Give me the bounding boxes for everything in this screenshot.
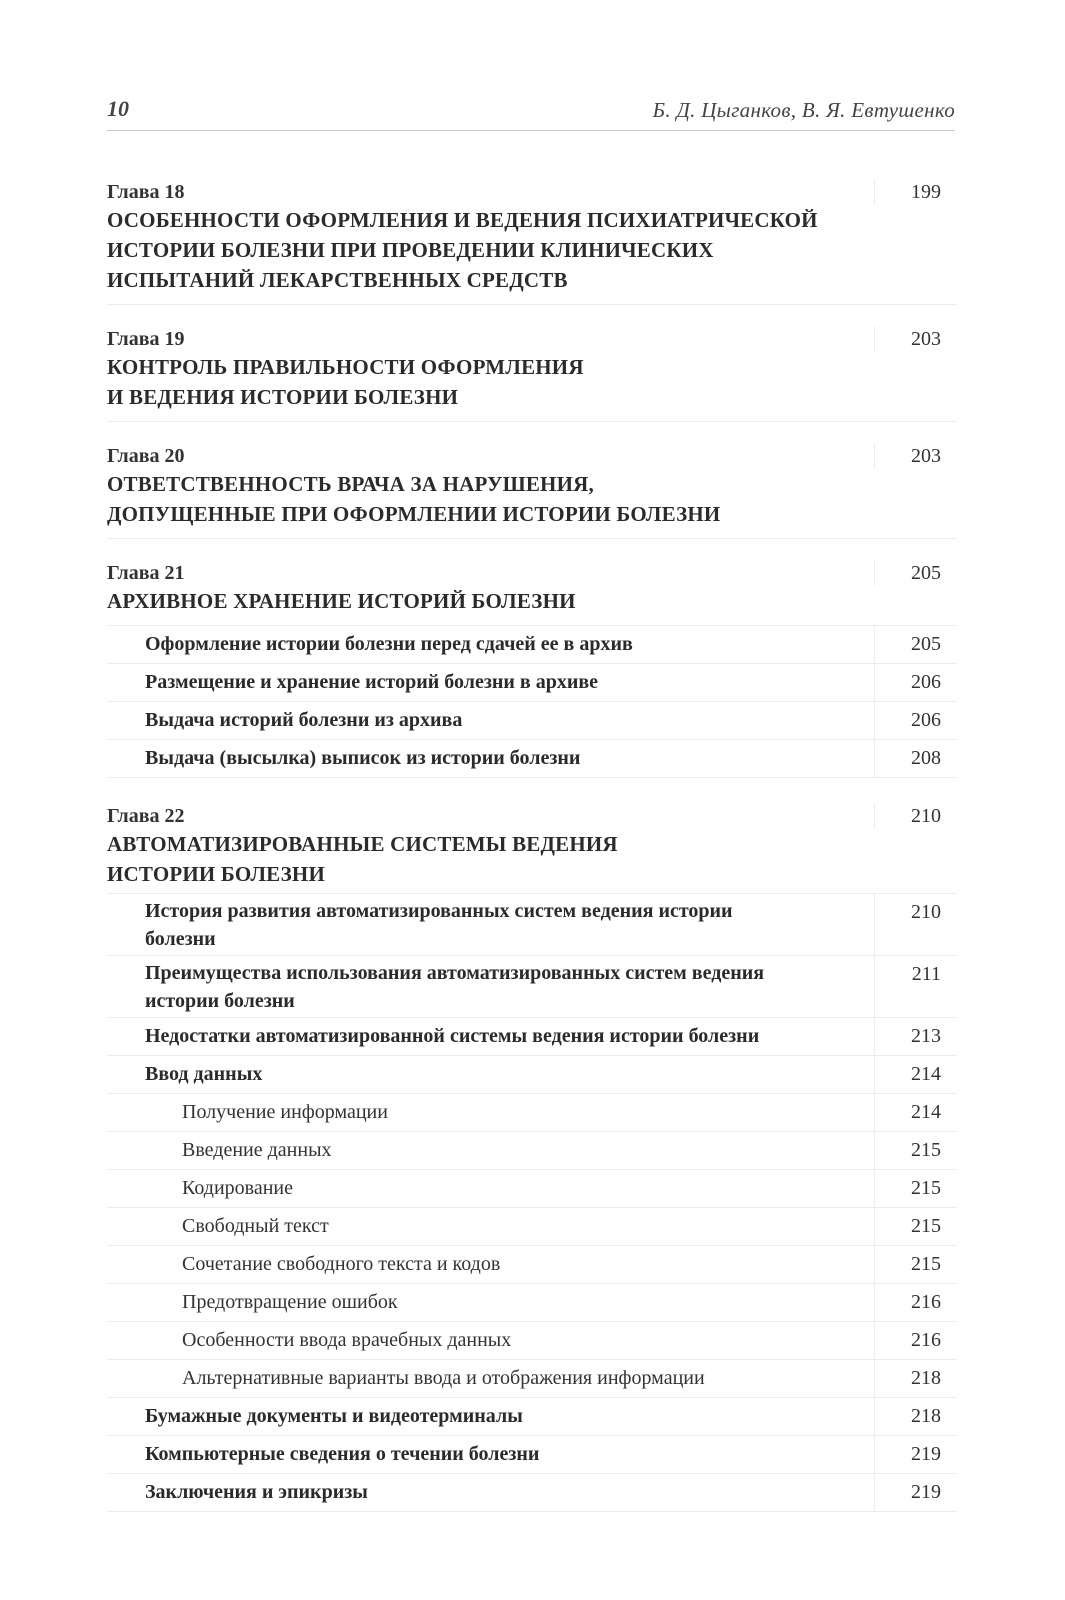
subsection-title: Особенности ввода врачебных данных	[182, 1329, 512, 1351]
toc-section[interactable]	[107, 664, 957, 702]
section-title: Компьютерные сведения о течении болезни	[145, 1443, 540, 1465]
toc-chapter-22[interactable]	[107, 794, 957, 894]
toc-section[interactable]	[107, 1474, 957, 1512]
toc-chapter-20[interactable]	[107, 434, 957, 539]
running-head: Б. Д. Цыганков, В. Я. Евтушенко	[652, 98, 955, 122]
page-ref: 216	[874, 1284, 957, 1321]
chapter-label: Глава 21	[107, 562, 185, 584]
chapter-title-line: ИСТОРИИ БОЛЕЗНИ ПРИ ПРОВЕДЕНИИ КЛИНИЧЕСКИХ	[107, 238, 714, 262]
page-ref: 203	[874, 443, 957, 469]
section-title: Ввод данных	[145, 1063, 263, 1085]
chapter-title-line: ИСТОРИИ БОЛЕЗНИ	[107, 862, 326, 886]
page-ref: 206	[874, 702, 957, 739]
section-title-line: болезни	[145, 928, 216, 950]
page-ref: 214	[874, 1094, 957, 1131]
section-title-line: Преимущества использования автоматизированных систем ведения	[145, 962, 765, 984]
subsection-title: Сочетание свободного текста и кодов	[182, 1253, 501, 1275]
section-title: Размещение и хранение историй болезни в архиве	[145, 671, 599, 693]
section-title-line: История развития автоматизированных систем ведения истории	[145, 900, 733, 922]
chapter-title-line: ОСОБЕННОСТИ ОФОРМЛЕНИЯ И ВЕДЕНИЯ ПСИХИАТРИЧЕСКОЙ	[107, 208, 818, 232]
page-ref: 218	[874, 1360, 957, 1397]
page-ref: 205	[874, 560, 957, 586]
subsection-title: Предотвращение ошибок	[182, 1291, 398, 1313]
toc-section[interactable]	[107, 1398, 957, 1436]
section-title: Оформление истории болезни перед сдачей ее в архив	[145, 633, 633, 655]
chapter-label: Глава 18	[107, 181, 185, 203]
toc-section[interactable]	[107, 626, 957, 664]
chapter-title-line: ИСПЫТАНИЙ ЛЕКАРСТВЕННЫХ СРЕДСТВ	[107, 268, 568, 292]
chapter-title-line: ОТВЕТСТВЕННОСТЬ ВРАЧА ЗА НАРУШЕНИЯ,	[107, 472, 594, 496]
section-title: Заключения и эпикризы	[145, 1481, 368, 1503]
page-number: 10	[107, 96, 129, 121]
toc-subsection[interactable]	[107, 1360, 957, 1398]
section-title	[107, 894, 874, 953]
toc-subsection[interactable]	[107, 1132, 957, 1170]
page-ref: 215	[874, 1132, 957, 1169]
page-ref: 215	[874, 1208, 957, 1245]
toc-section[interactable]	[107, 702, 957, 740]
toc-section[interactable]	[107, 1018, 957, 1056]
page-ref: 210	[874, 894, 957, 955]
toc-subsection[interactable]	[107, 1322, 957, 1360]
page-ref: 205	[874, 626, 957, 663]
chapter-title-line: И ВЕДЕНИЯ ИСТОРИИ БОЛЕЗНИ	[107, 385, 459, 409]
toc-subsection[interactable]	[107, 1246, 957, 1284]
page-ref: 203	[874, 326, 957, 352]
page-ref: 215	[874, 1246, 957, 1283]
subsection-title: Свободный текст	[182, 1215, 329, 1237]
chapter-label: Глава 20	[107, 445, 185, 467]
chapter-title-line: АВТОМАТИЗИРОВАННЫЕ СИСТЕМЫ ВЕДЕНИЯ	[107, 832, 618, 856]
toc-section[interactable]	[107, 894, 957, 956]
page-ref: 208	[874, 740, 957, 777]
chapter-title-line: АРХИВНОЕ ХРАНЕНИЕ ИСТОРИЙ БОЛЕЗНИ	[107, 589, 576, 613]
toc-subsection[interactable]	[107, 1208, 957, 1246]
subsection-title: Альтернативные варианты ввода и отображения информации	[182, 1367, 705, 1389]
toc-section[interactable]	[107, 740, 957, 778]
toc-section[interactable]	[107, 1056, 957, 1094]
page-ref: 215	[874, 1170, 957, 1207]
toc-subsection[interactable]	[107, 1284, 957, 1322]
toc-section[interactable]	[107, 956, 957, 1018]
page-header	[107, 92, 955, 131]
chapter-title-line: ДОПУЩЕННЫЕ ПРИ ОФОРМЛЕНИИ ИСТОРИИ БОЛЕЗНИ	[107, 502, 721, 526]
page-ref: 210	[874, 803, 957, 829]
page-ref: 211	[874, 956, 957, 1017]
section-title-line: истории болезни	[145, 990, 295, 1012]
section-title: Выдача (высылка) выписок из истории болезни	[145, 747, 581, 769]
page-ref: 216	[874, 1322, 957, 1359]
page-ref: 214	[874, 1056, 957, 1093]
chapter-label: Глава 19	[107, 328, 185, 350]
page-ref: 218	[874, 1398, 957, 1435]
toc-chapter-18[interactable]	[107, 170, 957, 305]
page-ref: 199	[874, 179, 957, 205]
subsection-title: Кодирование	[182, 1177, 293, 1199]
section-title: Выдача историй болезни из архива	[145, 709, 463, 731]
toc-subsection[interactable]	[107, 1094, 957, 1132]
chapter-title-line: КОНТРОЛЬ ПРАВИЛЬНОСТИ ОФОРМЛЕНИЯ	[107, 355, 584, 379]
section-title	[107, 956, 874, 1015]
toc-chapter-19[interactable]	[107, 317, 957, 422]
section-title: Бумажные документы и видеотерминалы	[145, 1405, 523, 1427]
subsection-title: Введение данных	[182, 1139, 332, 1161]
subsection-title: Получение информации	[182, 1101, 388, 1123]
page-ref: 213	[874, 1018, 957, 1055]
page-ref: 219	[874, 1474, 957, 1511]
toc-section[interactable]	[107, 1436, 957, 1474]
chapter-label: Глава 22	[107, 805, 185, 827]
section-title: Недостатки автоматизированной системы ведения истории болезни	[145, 1025, 760, 1047]
page-ref: 219	[874, 1436, 957, 1473]
toc-subsection[interactable]	[107, 1170, 957, 1208]
toc-chapter-21[interactable]	[107, 551, 957, 626]
page-ref: 206	[874, 664, 957, 701]
table-of-contents	[107, 170, 957, 1512]
